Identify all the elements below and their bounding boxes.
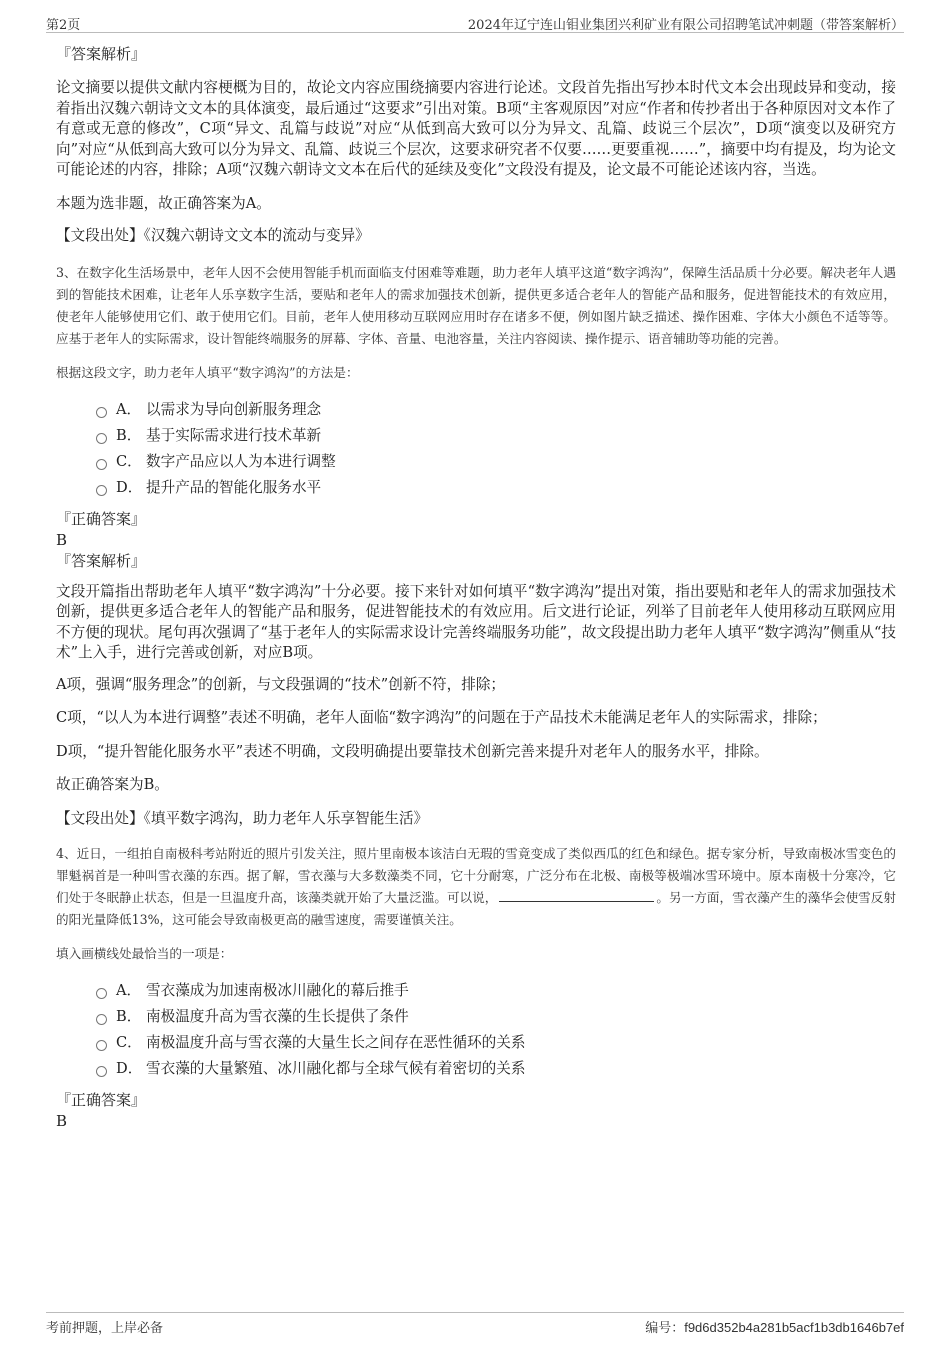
q3-note-c: C项，“以人为本进行调整”表述不明确，老年人面临“数字鸿沟”的问题在于产品技术未能满足老年人的实际需求，排除； [56,709,827,726]
q3-analysis-label: 『答案解析』 [56,551,147,570]
q3-answer-label: 『正确答案』 [56,509,147,528]
q3-answer: B [56,530,68,549]
document-title: 2024年辽宁连山钼业集团兴利矿业有限公司招聘笔试冲刺题（带答案解析） [467,18,904,33]
q3-note-a: A项，强调“服务理念”的创新，与文段强调的“技术”创新不符，排除； [56,675,506,693]
q3-analysis: 文段开篇指出帮助老年人填平“数字鸿沟”十分必要。接下来针对如何填平“数字鸿沟”提出对策，指出要贴和老年人的需求加强技术创新，提供更多适合老年人的智能产品和服务，促进智能技术的有效应用。后文进行论证，列举了目前老年人使用移动互联网应用不方便的现状。尾句再次强调了“基于老年人的实际需求设计完善终端服务功能”，故文段提出助力老年人填平“数字鸿沟”侧重从“技术”上入手，进行完善或创新，对应B项。 [56,582,896,661]
q3-question: 3、在数字化生活场景中，老年人因不会使用智能手机而面临支付困难等难题，助力老年人填平这道“数字鸿沟”，保障生活品质十分必要。解决老年人遇到的智能技术困难，让老年人乐享数字生活，要贴和老年人的需求加强技术创新，提供更多适合老年人的智能产品和服务，促进智能技术的有效应用，使老年人能够使用它们、敢于使用它们。目前，老年人使用移动互联网应用时存在诸多不便，例如图片缺乏描述、操作困难、字体大小颜色不适等等。应基于老年人的实际需求，设计智能终端服务的屏幕、字体、音量、电池容量，关注内容阅读、操作提示、语音辅助等功能的完善。 [56,264,896,346]
q3-options [56,397,896,501]
radio-icon[interactable] [96,433,107,444]
radio-icon[interactable] [96,485,107,496]
page-header [46,12,904,33]
q4-options [56,978,896,1082]
q3-option-c[interactable]: C． 数字产品应以人为本进行调整 [96,449,896,475]
footer-slogan: 考前押题，上岸必备 [46,1321,164,1336]
q3-source: 【文段出处】《填平数字鸿沟，助力老年人乐享智能生活》 [56,809,429,827]
q3-note-d: D项，“提升智能化服务水平”表述不明确，文段明确提出要靠技术创新完善来提升对老年人的服务水平，排除。 [56,742,769,760]
document-body [56,44,896,1132]
q3-option-b[interactable]: B． 基于实际需求进行技术革新 [96,423,896,449]
document-code: 编号：f9d6d352b4a281b5acf1b3db1646b7ef [645,1320,904,1336]
q4-prompt: 填入画横线处最恰当的一项是： [56,946,233,961]
page-number: 第2页 [46,18,81,33]
q2-source: 【文段出处】《汉魏六朝诗文文本的流动与变异》 [56,227,370,244]
q4-option-d[interactable]: D． 雪衣藻的大量繁殖、冰川融化都与全球气候有着密切的关系 [96,1056,896,1082]
q4-answer-label: 『正确答案』 [56,1091,147,1109]
q2-conclusion: 本题为选非题，故正确答案为A。 [56,194,271,212]
page-footer [46,1312,904,1335]
q4-option-a[interactable]: A． 雪衣藻成为加速南极冰川融化的幕后推手 [96,978,896,1004]
fill-in-blank [499,889,654,902]
q3-prompt: 根据这段文字，助力老年人填平“数字鸿沟”的方法是： [56,364,359,380]
q2-analysis-label: 『答案解析』 [56,45,147,63]
radio-icon[interactable] [96,459,107,470]
radio-icon[interactable] [96,1014,107,1025]
q3-conclusion: 故正确答案为B。 [56,776,169,793]
radio-icon[interactable] [96,1066,107,1077]
q4-option-b[interactable]: B． 南极温度升高为雪衣藻的生长提供了条件 [96,1004,896,1030]
q4-option-c[interactable]: C． 南极温度升高与雪衣藻的大量生长之间存在恶性循环的关系 [96,1030,896,1056]
q4-answer: B [56,1112,68,1130]
radio-icon[interactable] [96,1040,107,1051]
radio-icon[interactable] [96,407,107,418]
q3-option-a[interactable]: A． 以需求为导向创新服务理念 [96,397,896,423]
q4-question: 4、近日，一组拍自南极科考站附近的照片引发关注，照片里南极本该洁白无瑕的雪竟变成了类似西瓜的红色和绿色。据专家分析，导致南极冰雪变色的罪魁祸首是一种叫雪衣藻的东西。据了解，雪衣藻与大多数藻类不同，它十分耐寒，广泛分布在北极、南极等极端冰雪环境中。原本南极十分寒冷，它们处于冬眠静止状态，但是一旦温度升高，该藻类就开始了大量泛滥。可以说， 。另一方面，雪衣藻产生的藻华会使雪反射的阳光量降低13%，这可能会导致南极更高的融雪速度，需要谨慎关注。 [56,846,897,927]
q3-option-d[interactable]: D． 提升产品的智能化服务水平 [96,475,896,501]
radio-icon[interactable] [96,988,107,999]
q2-analysis: 论文摘要以提供文献内容梗概为目的，故论文内容应围绕摘要内容进行论述。文段首先指出写抄本时代文本会出现歧异和变动，接着指出汉魏六朝诗文文本的具体演变，最后通过“这要求”引出对策。B项“主客观原因”对应“作者和传抄者出于各种原因对文本作了有意或无意的修改”，C项“异文、乱篇与歧说”对应“从低到高大致可以分为异文、乱篇、歧说三个层次”，D项“演变以及研究方向”对应“从低到高大致可以分为异文、乱篇、歧说三个层次，这要求研究者不仅要……更要重视……”，摘要中均有提及，均为论文可能论述的内容，排除；A项“汉魏六朝诗文文本在后代的延续及变化”文段没有提及，论文最不可能论述该内容，当选。 [56,79,896,178]
